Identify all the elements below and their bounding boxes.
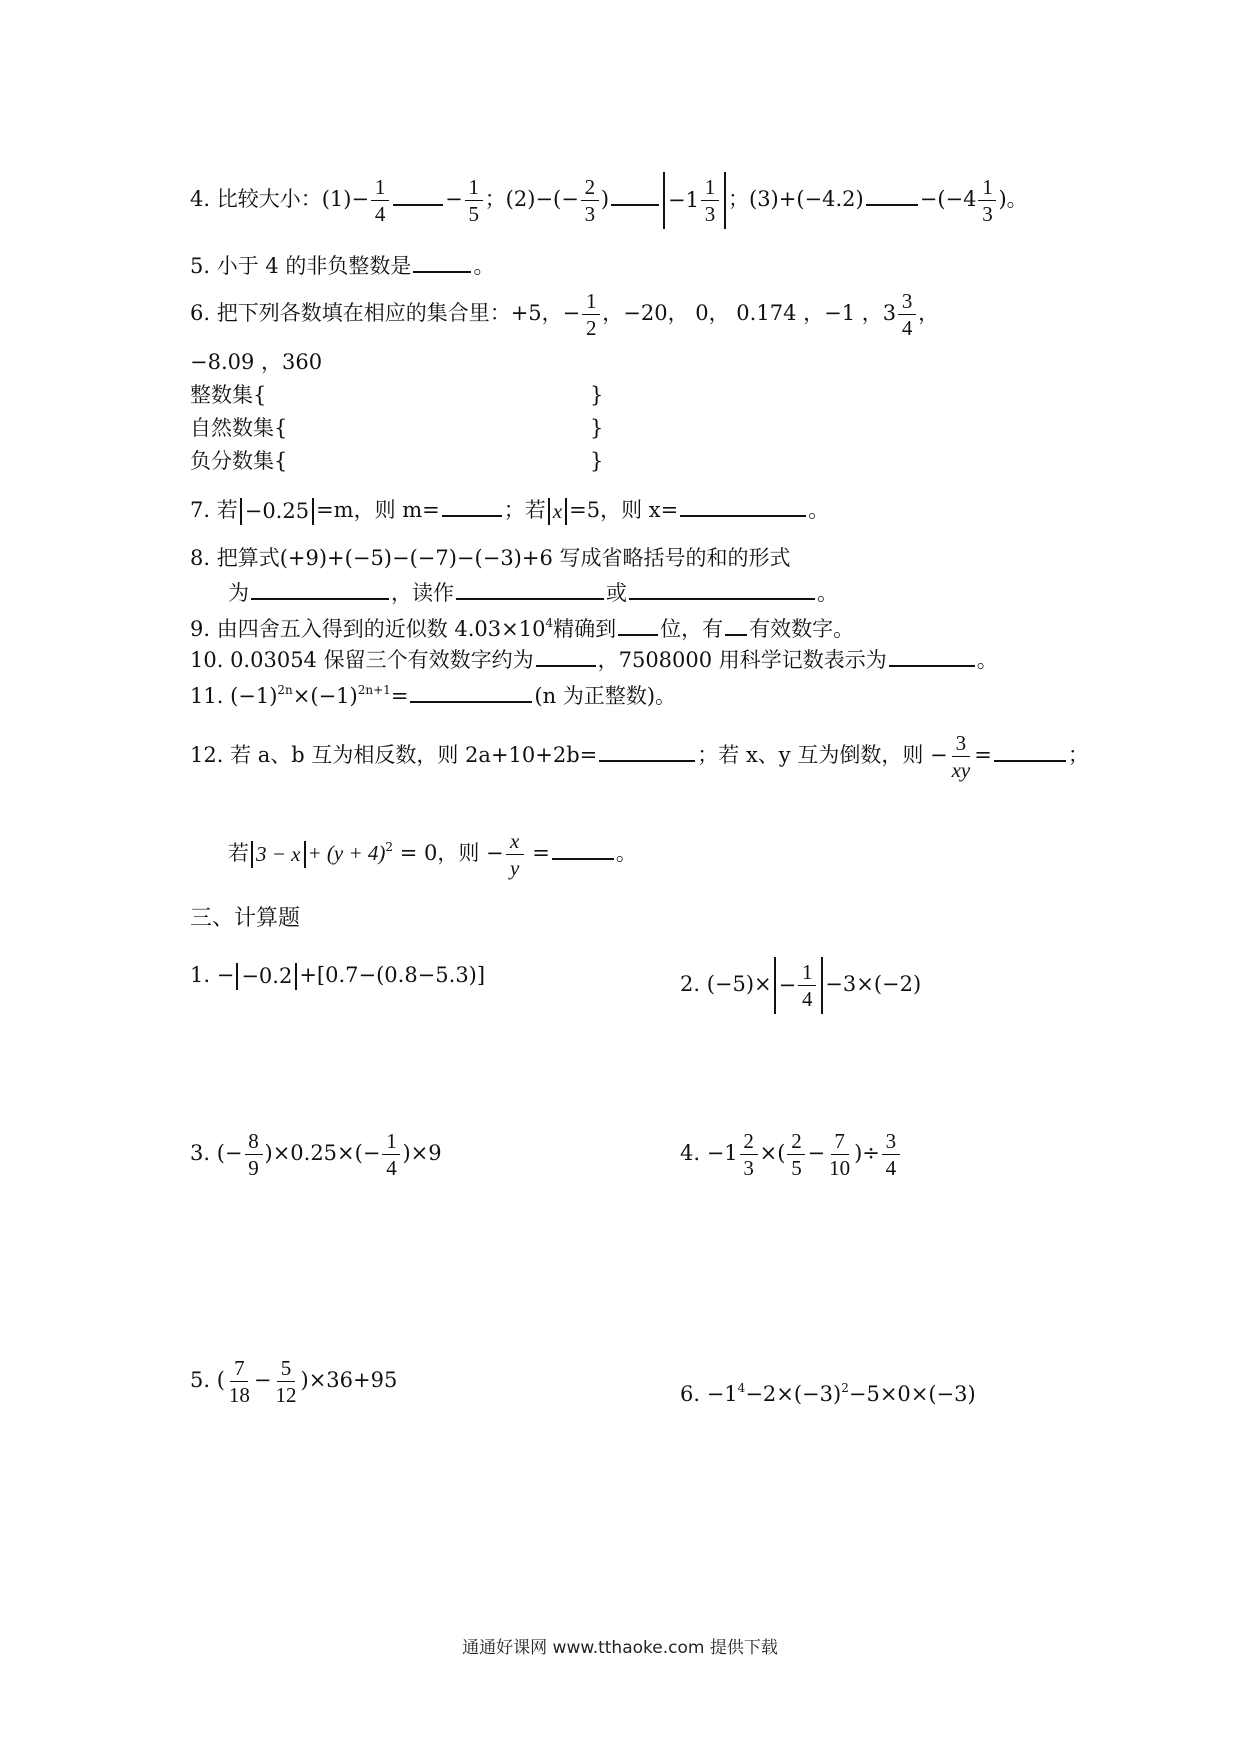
absolute-value: −0.2 xyxy=(236,963,297,990)
answer-blank[interactable] xyxy=(251,597,389,600)
minus: − xyxy=(351,187,370,212)
fraction: $\frac{7}{10}$ xyxy=(829,1129,851,1181)
set-integers: 整数集{ } xyxy=(190,383,604,407)
answer-blank[interactable] xyxy=(866,203,918,206)
fraction: $\frac{1}{3}$ xyxy=(701,176,719,225)
question-8-line2: 为 ，读作 或 。 xyxy=(228,581,838,605)
fraction: $\frac{x}{y}$ xyxy=(506,830,524,879)
set-negative-fractions: 负分数集{ } xyxy=(190,449,604,473)
question-6: 6. 把下列各数填在相应的集合里：+5，− $\frac{1}{2}$ ，−20， 0， 0.174 ，−1 ，3 $\frac{3}{4}$ ， xyxy=(190,289,940,341)
fraction: $\frac{2}{3}$ xyxy=(740,1130,758,1179)
fraction: $\frac{1}{4}$ xyxy=(798,961,816,1010)
calc-6: 6. $-1^4-2\times(-3)^2-5\times 0\times(-3)$ xyxy=(680,1381,976,1406)
question-7: 7. 若 −0.25 =m，则 m= ；若 x =5，则 x= 。 xyxy=(190,498,830,523)
calc-4: 4. −1 $\frac{2}{3}$ ×( $\frac{2}{5}$ − $\frac{7}{10}$ )÷ $\frac{3}{4}$ xyxy=(680,1130,902,1179)
question-12-line2: 若 3 − x + $(y + 4)^2 = 0$，则 − $\frac{x}{y}$ = 。 xyxy=(228,829,637,881)
answer-blank[interactable] xyxy=(410,700,532,703)
calc-5: 5. ( $\frac{7}{18}$ − $\frac{5}{12}$ )×36+95 xyxy=(190,1356,398,1408)
question-5: 5. 小于 4 的非负整数是 。 xyxy=(190,254,495,278)
answer-blank[interactable] xyxy=(618,633,658,636)
answer-blank[interactable] xyxy=(393,203,443,206)
answer-blank[interactable] xyxy=(629,597,815,600)
set-naturals: 自然数集{ } xyxy=(190,416,604,440)
answer-blank[interactable] xyxy=(599,759,695,762)
question-9: 9. 由四舍五入得到的近似数 $4.03\times 10^4$精确到 位，有 有效数字。 xyxy=(190,616,855,641)
fraction: $\frac{3}{4}$ xyxy=(882,1130,900,1179)
calc-2: 2. (−5)× − $\frac{1}{4}$ −3×(−2) xyxy=(680,957,921,1014)
fraction: $\frac{7}{18}$ xyxy=(228,1356,250,1408)
absolute-value: 3 − x xyxy=(251,841,306,868)
answer-blank[interactable] xyxy=(994,759,1066,762)
fraction: $\frac{8}{9}$ xyxy=(245,1130,263,1179)
question-8: 8. 把算式(+9)+(−5)−(−7)−(−3)+6 写成省略括号的和的形式 xyxy=(190,546,791,570)
answer-blank[interactable] xyxy=(889,664,975,667)
fraction: $\frac{1}{5}$ xyxy=(465,176,483,225)
calc-1: 1. − −0.2 +[0.7−(0.8−5.3)] xyxy=(190,963,486,988)
answer-blank[interactable] xyxy=(552,857,614,860)
answer-blank[interactable] xyxy=(725,633,747,636)
fraction: $\frac{1}{4}$ xyxy=(371,176,389,225)
footer-credit: 通通好课网 www.tthaoke.com 提供下载 xyxy=(462,1638,778,1658)
fraction: $\frac{1}{2}$ xyxy=(582,290,600,339)
fraction: $\frac{5}{12}$ xyxy=(275,1356,297,1408)
question-11: 11. $(-1)^{2n}\times(-1)^{2n+1}= (n$ 为正整数)。 xyxy=(190,683,677,708)
fraction: $\frac{2}{5}$ xyxy=(787,1130,805,1179)
fraction: $\frac{2}{3}$ xyxy=(581,176,599,225)
answer-blank[interactable] xyxy=(456,597,604,600)
section-heading: 三、计算题 xyxy=(190,906,301,931)
question-4: 4. 比较大小：(1)− $\frac{1}{4}$ − $\frac{1}{5}$ ；(2)−(− $\frac{2}{3}$ ) −1 $\frac{1}{3}$ ；(3)+(−4.2) −(−4 $\frac{1}{3}$ )。 xyxy=(190,172,1028,229)
answer-blank[interactable] xyxy=(611,203,659,206)
answer-blank[interactable] xyxy=(413,270,471,273)
question-10: 10. 0.03054 保留三个有效数字约为 ，7508000 用科学记数表示为 。 xyxy=(190,648,998,672)
absolute-value: −1 $\frac{1}{3}$ xyxy=(663,172,726,229)
absolute-value: x xyxy=(548,498,567,525)
absolute-value: − $\frac{1}{4}$ xyxy=(774,957,824,1014)
fraction: $\frac{1}{3}$ xyxy=(978,176,996,225)
answer-blank[interactable] xyxy=(442,514,502,517)
question-12: 12. 若 a、b 互为相反数，则 2a+10+2b= ；若 x、y 互为倒数，则 − $\frac{3}{xy}$ = ； xyxy=(190,731,1089,783)
answer-blank[interactable] xyxy=(536,664,596,667)
q6-line2: −8.09 ，360 xyxy=(190,350,323,374)
fraction: $\frac{1}{4}$ xyxy=(382,1130,400,1179)
fraction: $\frac{3}{4}$ xyxy=(898,290,916,339)
q4-lead: 4. 比较大小：(1) xyxy=(190,187,352,212)
answer-blank[interactable] xyxy=(680,514,806,517)
fraction: $\frac{3}{xy}$ xyxy=(951,731,971,783)
absolute-value: −0.25 xyxy=(240,498,314,525)
calc-3: 3. (− $\frac{8}{9}$ )×0.25×(− $\frac{1}{4}$ )×9 xyxy=(190,1129,442,1181)
